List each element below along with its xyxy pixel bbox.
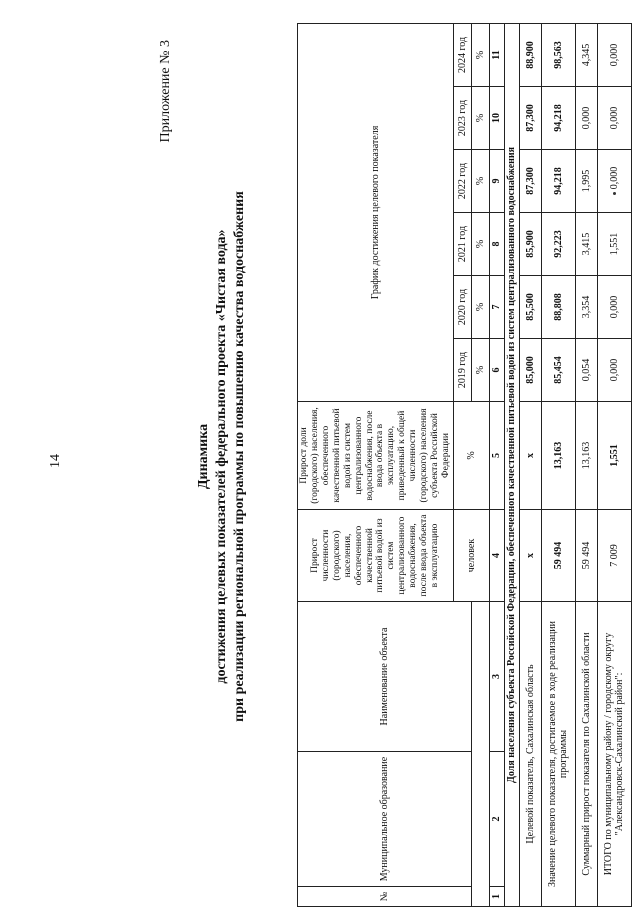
row-2023: 0,000 [575,87,597,150]
unit-percent-2021: % [471,213,489,276]
title-line-3: при реализации региональной программы по повышению качества водоснабжения [232,191,247,722]
row-2020: 3,354 [575,276,597,339]
row-2023: 94,218 [541,87,575,150]
row-2019: 85,000 [519,339,541,402]
row-2019: 0,054 [575,339,597,402]
table-row [541,23,575,906]
year-2021: 2021 год [453,213,471,276]
header-growth-people: Прирост численности (городского) населения, обеспеченного качественной питьевой водой из систем централизованного водоснабжения, после ввода объекта в эксплуатацию [298,510,454,602]
unit-percent-2022: % [471,150,489,213]
row-2020: 85,500 [519,276,541,339]
row-2020: 0,000 [597,276,631,339]
row-2020: 88,808 [541,276,575,339]
row-2022: 1,995 [575,150,597,213]
table-row [519,23,541,906]
year-2020: 2020 год [453,276,471,339]
dot-mark [613,192,616,195]
row-2024: 88,900 [519,23,541,86]
row-2021: 1,551 [597,213,631,276]
row-2024: 4,345 [575,23,597,86]
unit-percent-share: % [453,402,489,510]
year-2023: 2023 год [453,87,471,150]
row-2022: 94,218 [541,150,575,213]
section-title: Доля населения субъекта Российской Федерации, обеспеченного качественной питьевой водой из систем централизованного водоснабжения [504,23,519,906]
header-growth-share: Прирост доли (городского) населения, обеспеченного качественной питьевой водой из систем централизованного водоснабжения, после ввода объекта в эксплуатацию, приведенный к общей численности (городского) населения субъекта Российской Федерации [298,402,454,510]
row-share: x [519,402,541,510]
row-label: Суммарный прирост показателя по Сахалинской области [575,602,597,907]
unit-percent-2020: % [471,276,489,339]
col-number: 1 [489,887,504,907]
header-no: № [298,887,472,907]
col-number: 10 [489,87,504,150]
row-people: x [519,510,541,602]
row-2021: 85,900 [519,213,541,276]
row-people: 7 009 [597,510,631,602]
col-number: 7 [489,276,504,339]
col-number: 5 [489,402,504,510]
row-share: 13,163 [541,402,575,510]
row-2024: 98,563 [541,23,575,86]
col-number: 2 [489,752,504,887]
row-share: 13,163 [575,402,597,510]
row-2021: 3,415 [575,213,597,276]
row-share: 1,551 [597,402,631,510]
indicator-table [297,23,632,907]
row-people: 59 494 [575,510,597,602]
table-row [597,23,631,906]
row-2024: 0,000 [597,23,631,86]
row-2019: 0,000 [597,339,631,402]
unit-percent-2019: % [471,339,489,402]
row-2021: 92,223 [541,213,575,276]
col-number: 11 [489,23,504,86]
row-2022 [597,150,631,213]
col-number: 6 [489,339,504,402]
col-number: 4 [489,510,504,602]
row-label: Целевой показатель, Сахалинская область [519,602,541,907]
unit-percent-2024: % [471,23,489,86]
row-2022-value: 0,000 [608,166,620,190]
year-2022: 2022 год [453,150,471,213]
row-2023: 0,000 [597,87,631,150]
table-row [575,23,597,906]
year-2019: 2019 год [453,339,471,402]
col-number: 9 [489,150,504,213]
title-line-2: достижения целевых показателей федерального проекта «Чистая вода» [214,229,229,684]
header-schedule: График достижения целевого показателя [298,23,454,401]
row-people: 59 494 [541,510,575,602]
row-2022: 87,300 [519,150,541,213]
header-object: Наименование объекта [298,602,472,752]
unit-people: человек [453,510,489,602]
col-number: 8 [489,213,504,276]
page-number: 14 [48,454,63,468]
header-municipality: Муниципальное образование [298,752,472,887]
row-label: Значение целевого показателя, достигаемое в ходе реализации программы [541,602,575,907]
unit-percent-2023: % [471,87,489,150]
year-2024: 2024 год [453,23,471,86]
row-label: ИТОГО по муниципальному району / городскому округу "Александровск-Сахалинский район": [597,602,631,907]
row-2023: 87,300 [519,87,541,150]
row-2019: 85,454 [541,339,575,402]
col-number: 3 [489,602,504,752]
title-line-1: Динамика [196,423,211,490]
appendix-label: Приложение № 3 [158,40,173,143]
